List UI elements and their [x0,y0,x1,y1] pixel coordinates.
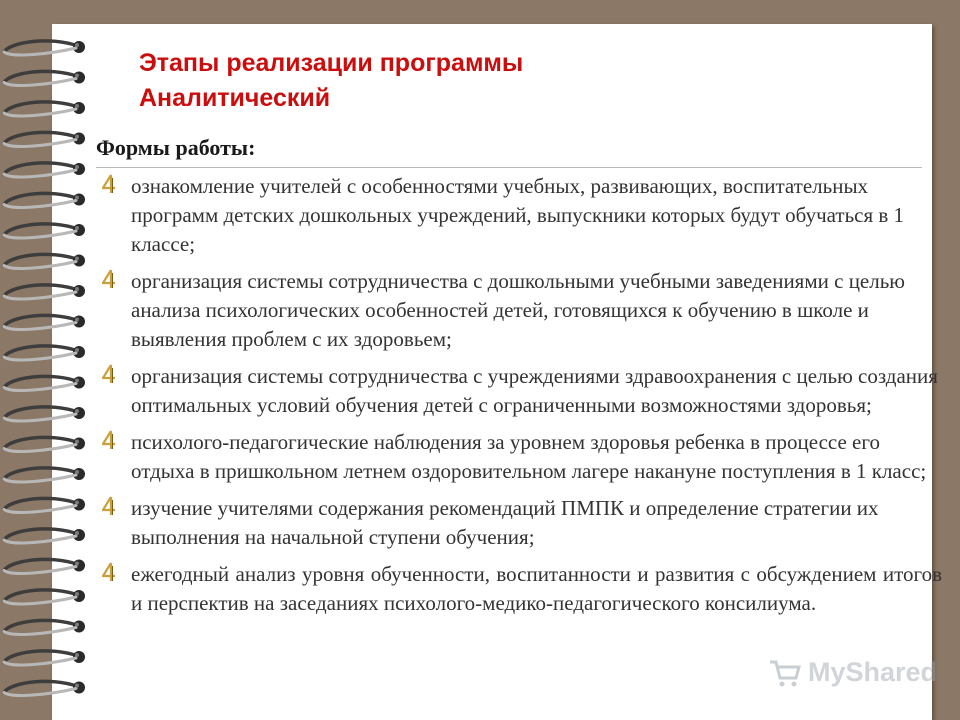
spiral-ring [4,498,85,512]
spiral-ring [4,315,85,329]
list-item-text: ознакомление учителей с особенностями учебных, развивающих, воспитательных программ детских дошкольных учреждений, выпускники которых будут обучаться в 1 классе; [131,174,905,256]
spiral-ring [4,590,85,604]
list-item-text: организация системы сотрудничества с дошкольными учебными заведениями с целью анализа психологических особенностей детей, готовящихся к обучению в школе и выявления проблем с их здоровьем; [131,269,905,351]
spiral-ring [4,559,85,573]
title-line-2: Аналитический [139,84,331,112]
list-item-text: организация системы сотрудничества с учреждениями здравоохранения с целью создания оптимальных условий обучения детей с ограниченными возможностями здоровья; [131,364,938,417]
slide-title [139,46,523,116]
list-item [96,362,942,420]
spiral-ring [4,651,85,665]
spiral-ring [4,102,85,116]
work-forms-list [96,172,942,618]
list-item-text: изучение учителями содержания рекомендаций ПМПК и определение стратегии их выполнения на начальной ступени обучения; [131,496,879,549]
title-line-1: Этапы реализации программы [139,49,524,77]
spiral-ring [4,41,85,55]
list-item-text: психолого-педагогические наблюдения за уровнем здоровья ребенка в процессе его отдыха в пришкольном летнем оздоровительном лагере накануне поступления в 1 класс; [131,430,927,483]
spiral-ring [4,376,85,390]
list-item [96,428,942,486]
spiral-binding [0,0,110,720]
spiral-ring [4,620,85,634]
cart-icon [768,658,802,688]
list-item [96,560,942,618]
spiral-ring [4,193,85,207]
heading-divider [96,167,922,168]
spiral-ring [4,407,85,421]
spiral-ring [4,254,85,268]
spiral-ring [4,468,85,482]
spiral-ring [4,224,85,238]
list-item-text: ежегодный анализ уровня обученности, воспитанности и развития с обсуждением итогов и перспектив на заседаниях психолого-медико-педагогического консилиума. [131,562,942,615]
watermark-text: MyShared [808,657,938,687]
work-forms-heading: Формы работы: [96,135,256,160]
list-item [96,172,942,259]
spiral-ring [4,163,85,177]
spiral-ring [4,681,85,695]
spiral-ring [4,437,85,451]
spiral-ring [4,346,85,360]
spiral-ring [4,132,85,146]
spiral-ring [4,285,85,299]
spiral-ring [4,529,85,543]
list-item [96,267,942,354]
list-item [96,494,942,552]
spiral-ring [4,71,85,85]
